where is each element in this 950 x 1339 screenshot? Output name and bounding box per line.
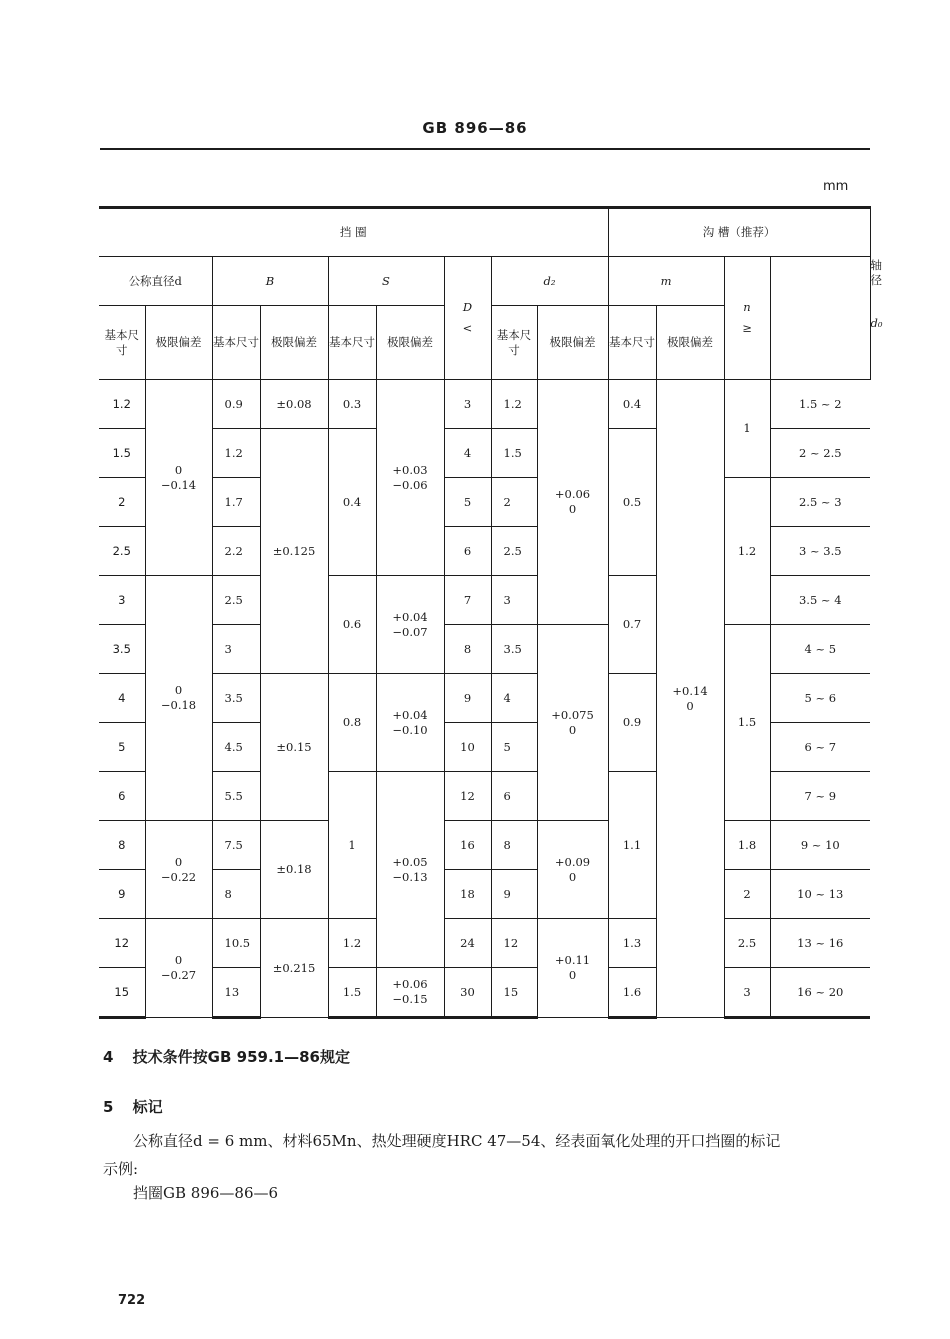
cell-B: 2.2	[212, 527, 260, 576]
cell-shaft-diameter: 2.5 ~ 3	[770, 478, 870, 527]
cell-m: 1.1	[608, 772, 656, 919]
cell-B: 8	[212, 870, 260, 919]
page-number: 722	[118, 1293, 146, 1308]
section-4	[103, 1046, 350, 1067]
cell-m: 0.7	[608, 576, 656, 674]
cell-D: 10	[444, 723, 491, 772]
cell-D: 5	[444, 478, 491, 527]
cell-shaft-diameter: 3 ~ 3.5	[770, 527, 870, 576]
sub-header-basic: 基本尺寸	[328, 306, 376, 380]
section-4-number: 4	[103, 1048, 114, 1066]
cell-n: 2	[724, 870, 770, 919]
cell-B: 1.7	[212, 478, 260, 527]
cell-B: 3.5	[212, 674, 260, 723]
cell-d: 4	[99, 674, 145, 723]
sub-header-basic: 基本尺寸	[491, 306, 537, 380]
cell-D: 3	[444, 380, 491, 429]
cell-d: 1.5	[99, 429, 145, 478]
cell-d2: 6	[491, 772, 537, 821]
cell-shaft-diameter: 13 ~ 16	[770, 919, 870, 968]
marking-example: 挡圈GB 896—86—6	[133, 1184, 279, 1202]
cell-D: 24	[444, 919, 491, 968]
section-5	[103, 1096, 163, 1117]
cell-D: 4	[444, 429, 491, 478]
sub-header-basic: 基本尺寸	[99, 306, 145, 380]
cell-D: 16	[444, 821, 491, 870]
col-m-header: m	[608, 257, 724, 306]
cell-shaft-diameter: 10 ~ 13	[770, 870, 870, 919]
cell-d-tolerance: 0 −0.27	[145, 919, 212, 1018]
section-5-title: 标记	[132, 1098, 163, 1116]
group-groove-header: 沟 槽（推荐）	[608, 208, 870, 257]
cell-m: 1.3	[608, 919, 656, 968]
cell-S-tolerance: +0.04 −0.07	[376, 576, 444, 674]
unit-label: mm	[823, 179, 849, 194]
sub-header-tolerance: 极限偏差	[537, 306, 608, 380]
cell-shaft-diameter: 7 ~ 9	[770, 772, 870, 821]
cell-d-tolerance: 0 −0.18	[145, 576, 212, 821]
cell-d2: 5	[491, 723, 537, 772]
col-d2-header: d₂	[491, 257, 608, 306]
marking-example-label: 示例:	[103, 1160, 139, 1178]
sub-header-tolerance: 极限偏差	[260, 306, 328, 380]
cell-S: 0.3	[328, 380, 376, 429]
cell-shaft-diameter: 9 ~ 10	[770, 821, 870, 870]
cell-d: 1.2	[99, 380, 145, 429]
cell-d: 15	[99, 968, 145, 1018]
col-B-header: B	[212, 257, 328, 306]
marking-example-intro: 公称直径d = 6 mm、材料65Mn、热处理硬度HRC 47—54、经表面氧化处理的开口挡圈的标记	[133, 1132, 781, 1150]
cell-shaft-diameter: 6 ~ 7	[770, 723, 870, 772]
cell-d: 12	[99, 919, 145, 968]
cell-shaft-diameter: 3.5 ~ 4	[770, 576, 870, 625]
cell-shaft-diameter: 1.5 ~ 2	[770, 380, 870, 429]
cell-d2: 2	[491, 478, 537, 527]
cell-d2: 4	[491, 674, 537, 723]
cell-d2: 3.5	[491, 625, 537, 674]
cell-S-tolerance: +0.03 −0.06	[376, 380, 444, 576]
cell-d2-tolerance: +0.075 0	[537, 625, 608, 821]
cell-D: 30	[444, 968, 491, 1018]
cell-m: 0.5	[608, 429, 656, 576]
cell-S-tolerance: +0.05 −0.13	[376, 772, 444, 968]
cell-n: 1.8	[724, 821, 770, 870]
cell-d2: 1.2	[491, 380, 537, 429]
cell-n: 1	[724, 380, 770, 478]
cell-d2: 9	[491, 870, 537, 919]
cell-d: 3.5	[99, 625, 145, 674]
col-n-header: n ≥	[724, 257, 770, 380]
cell-m-tolerance: +0.14 0	[656, 380, 724, 1018]
cell-d2-tolerance: +0.06 0	[537, 380, 608, 625]
cell-B: 5.5	[212, 772, 260, 821]
sub-header-tolerance: 极限偏差	[376, 306, 444, 380]
cell-B: 10.5	[212, 919, 260, 968]
cell-D: 18	[444, 870, 491, 919]
cell-d-tolerance: 0 −0.22	[145, 821, 212, 919]
cell-S: 1.2	[328, 919, 376, 968]
cell-S: 0.8	[328, 674, 376, 772]
cell-m: 1.6	[608, 968, 656, 1018]
cell-D: 9	[444, 674, 491, 723]
cell-d2-tolerance: +0.09 0	[537, 821, 608, 919]
cell-n: 1.5	[724, 625, 770, 821]
cell-B: 7.5	[212, 821, 260, 870]
col-D-header: D <	[444, 257, 491, 380]
dimension-table: 挡 圈 沟 槽（推荐） 轴径 d₀ 公称直径d B S D < d₂ m n ≥ 基本尺寸 极限偏差 基本尺寸 极限偏差 基本尺寸 极限偏差 基本尺寸 极限偏差 基本尺寸 极限偏差 1.2 0 −0.14 0.9 ±0.08 0.3 +0.03 −0.06 3 1.2 +0.06 0 0.4 +0.14 0 1 1.5 ~ 2 1.5 1.2 ±0.125 0.4 4 1.5 0.5 2 ~ 2.5 2 1.7 5 2 1.2 2.5 ~ 3 2.5 2.2 6 2.5 3 ~ 3.5 3 0 −0.18 2.5 0.6 +0.04 −0.07 7 3 0.7 3.5 ~ 4 3.5 3 8 3.5 +0.075 0 1.5 4 ~ 5 4 3.5 ±0.15 0.8 +0.04 −0.10 9 4 0.9 5 ~ 6 5 4.5 10 5 6 ~ 7 6 5.5 1 +0.05 −0.13 12 6 1.1 7 ~ 9 8 0 −0.22 7.5 ±0.18 16 8 +0.09 0 1.8 9 ~ 10 9 8 18 9 2 10 ~ 13 12 0 −0.27 10.5 ±0.215 1.2 24 12 +0.11 0 1.3 2.5 13 ~ 16 15 13 1.5 +0.06 −0.15 30 15 1.6 3 16 ~ 20	[99, 206, 870, 1019]
cell-d2: 15	[491, 968, 537, 1018]
sub-header-basic: 基本尺寸	[212, 306, 260, 380]
cell-n: 3	[724, 968, 770, 1018]
cell-d2: 8	[491, 821, 537, 870]
cell-d: 9	[99, 870, 145, 919]
cell-S: 0.6	[328, 576, 376, 674]
cell-S-tolerance: +0.04 −0.10	[376, 674, 444, 772]
cell-B: 0.9	[212, 380, 260, 429]
cell-d2: 3	[491, 576, 537, 625]
cell-S: 1	[328, 772, 376, 919]
cell-d: 2.5	[99, 527, 145, 576]
cell-shaft-diameter: 5 ~ 6	[770, 674, 870, 723]
sub-header-basic: 基本尺寸	[608, 306, 656, 380]
cell-B: 3	[212, 625, 260, 674]
cell-B-tolerance: ±0.15	[260, 674, 328, 821]
cell-D: 6	[444, 527, 491, 576]
cell-d: 8	[99, 821, 145, 870]
cell-d: 2	[99, 478, 145, 527]
sub-header-tolerance: 极限偏差	[145, 306, 212, 380]
cell-d: 6	[99, 772, 145, 821]
cell-B-tolerance: ±0.18	[260, 821, 328, 919]
cell-B-tolerance: ±0.125	[260, 429, 328, 674]
nominal-diameter-header: 公称直径d	[99, 257, 212, 306]
cell-S-tolerance: +0.06 −0.15	[376, 968, 444, 1018]
cell-B: 13	[212, 968, 260, 1018]
cell-D: 12	[444, 772, 491, 821]
cell-shaft-diameter: 2 ~ 2.5	[770, 429, 870, 478]
cell-B-tolerance: ±0.215	[260, 919, 328, 1018]
cell-d: 3	[99, 576, 145, 625]
cell-m: 0.9	[608, 674, 656, 772]
cell-d: 5	[99, 723, 145, 772]
cell-B: 2.5	[212, 576, 260, 625]
page-header-title: GB 896—86	[422, 119, 528, 137]
group-retainer-header: 挡 圈	[99, 208, 608, 257]
cell-S: 1.5	[328, 968, 376, 1018]
cell-D: 7	[444, 576, 491, 625]
cell-d-tolerance: 0 −0.14	[145, 380, 212, 576]
header-rule	[100, 148, 870, 150]
cell-m: 0.4	[608, 380, 656, 429]
section-5-number: 5	[103, 1098, 114, 1116]
cell-B: 4.5	[212, 723, 260, 772]
cell-D: 8	[444, 625, 491, 674]
section-4-text: 技术条件按GB 959.1—86规定	[132, 1048, 350, 1066]
cell-n: 1.2	[724, 478, 770, 625]
cell-shaft-diameter: 16 ~ 20	[770, 968, 870, 1018]
cell-d2: 12	[491, 919, 537, 968]
cell-shaft-diameter: 4 ~ 5	[770, 625, 870, 674]
col-S-header: S	[328, 257, 444, 306]
cell-n: 2.5	[724, 919, 770, 968]
sub-header-tolerance: 极限偏差	[656, 306, 724, 380]
cell-S: 0.4	[328, 429, 376, 576]
cell-d2: 1.5	[491, 429, 537, 478]
cell-d2-tolerance: +0.11 0	[537, 919, 608, 1018]
cell-B: 1.2	[212, 429, 260, 478]
cell-B-tolerance: ±0.08	[260, 380, 328, 429]
cell-d2: 2.5	[491, 527, 537, 576]
